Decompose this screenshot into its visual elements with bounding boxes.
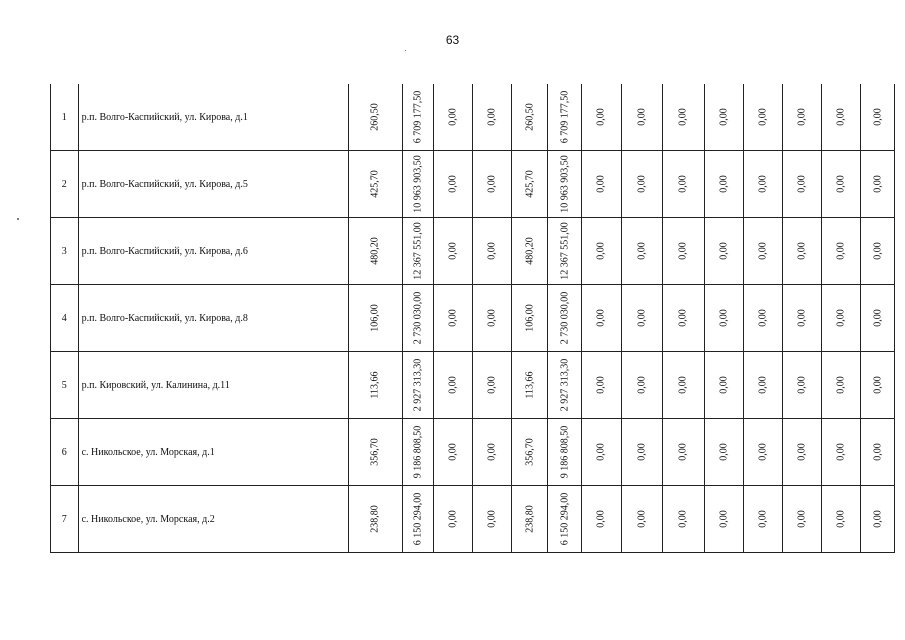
zero-cell-text: 0,00	[486, 108, 498, 126]
zero-cell	[861, 419, 895, 486]
table-row	[51, 419, 895, 486]
table-row	[51, 84, 895, 151]
zero-cell-text: 0,00	[595, 510, 607, 528]
zero-cell	[662, 352, 704, 419]
zero-cell	[621, 352, 662, 419]
zero-cell	[822, 352, 861, 419]
zero-cell-text: 0,00	[796, 175, 808, 193]
zero-cell-text: 0,00	[447, 175, 459, 193]
zero-cell-text: 0,00	[835, 443, 847, 461]
area-cell-text: 106,00	[524, 304, 536, 332]
zero-cell-text: 0,00	[486, 175, 498, 193]
zero-cell-text: 0,00	[757, 443, 769, 461]
zero-cell-text: 0,00	[677, 108, 689, 126]
zero-cell-text: 0,00	[757, 175, 769, 193]
cost-cell	[402, 151, 433, 218]
zero-cell-text: 0,00	[796, 510, 808, 528]
zero-cell	[662, 151, 704, 218]
cost-cell-text: 2 927 313,30	[559, 358, 571, 412]
zero-cell	[433, 352, 473, 419]
cost-cell-text: 9 186 808,50	[559, 425, 571, 479]
zero-cell	[704, 151, 743, 218]
area-cell	[348, 285, 402, 352]
zero-cell	[743, 84, 783, 151]
zero-cell	[581, 84, 621, 151]
cost-cell-text: 2 730 030,00	[412, 291, 424, 345]
zero-cell-text: 0,00	[636, 443, 648, 461]
housing-table	[50, 84, 895, 553]
zero-cell-text: 0,00	[486, 309, 498, 327]
cost-cell	[548, 285, 582, 352]
area-cell-text: 356,70	[524, 438, 536, 466]
zero-cell	[861, 84, 895, 151]
row-number-cell: 5	[51, 352, 79, 419]
zero-cell-text: 0,00	[757, 376, 769, 394]
zero-cell	[822, 419, 861, 486]
zero-cell-text: 0,00	[872, 108, 884, 126]
area-cell-text: 106,00	[369, 304, 381, 332]
zero-cell	[621, 285, 662, 352]
zero-cell-text: 0,00	[677, 510, 689, 528]
zero-cell	[473, 84, 512, 151]
zero-cell	[783, 151, 822, 218]
zero-cell-text: 0,00	[595, 443, 607, 461]
zero-cell-text: 0,00	[677, 175, 689, 193]
cost-cell-text: 10 963 903,50	[412, 155, 424, 213]
zero-cell	[473, 151, 512, 218]
zero-cell	[743, 285, 783, 352]
zero-cell	[621, 151, 662, 218]
zero-cell	[704, 419, 743, 486]
zero-cell-text: 0,00	[595, 376, 607, 394]
zero-cell-text: 0,00	[718, 175, 730, 193]
zero-cell	[433, 84, 473, 151]
zero-cell	[822, 84, 861, 151]
zero-cell	[783, 285, 822, 352]
zero-cell	[581, 486, 621, 553]
area-cell-text: 480,20	[524, 237, 536, 265]
cost-cell	[402, 486, 433, 553]
cost-cell	[548, 151, 582, 218]
zero-cell	[433, 285, 473, 352]
zero-cell-text: 0,00	[677, 376, 689, 394]
table-row	[51, 352, 895, 419]
zero-cell	[822, 218, 861, 285]
cost-cell-text: 6 150 294,00	[559, 492, 571, 546]
zero-cell-text: 0,00	[447, 376, 459, 394]
zero-cell-text: 0,00	[636, 175, 648, 193]
zero-cell-text: 0,00	[677, 242, 689, 260]
area-cell	[348, 151, 402, 218]
cost-cell-text: 9 186 808,50	[412, 425, 424, 479]
area-cell	[348, 419, 402, 486]
row-number-cell: 6	[51, 419, 79, 486]
zero-cell-text: 0,00	[447, 510, 459, 528]
page-number: 63	[445, 33, 460, 47]
address-cell: с. Никольское, ул. Морская, д.2	[78, 486, 348, 553]
cost-cell	[548, 352, 582, 419]
zero-cell-text: 0,00	[796, 376, 808, 394]
zero-cell-text: 0,00	[486, 242, 498, 260]
area-cell	[512, 352, 548, 419]
row-number-cell: 1	[51, 84, 79, 151]
area-cell-text: 480,20	[369, 237, 381, 265]
zero-cell-text: 0,00	[835, 175, 847, 193]
area-cell	[512, 218, 548, 285]
zero-cell-text: 0,00	[718, 108, 730, 126]
zero-cell	[783, 218, 822, 285]
zero-cell	[621, 84, 662, 151]
zero-cell	[433, 218, 473, 285]
zero-cell	[783, 419, 822, 486]
zero-cell-text: 0,00	[636, 309, 648, 327]
zero-cell-text: 0,00	[835, 309, 847, 327]
cost-cell-text: 2 730 030,00	[559, 291, 571, 345]
area-cell-text: 356,70	[369, 438, 381, 466]
zero-cell	[473, 486, 512, 553]
scan-speck	[17, 218, 19, 220]
row-number-cell: 4	[51, 285, 79, 352]
zero-cell	[704, 218, 743, 285]
address-cell: р.п. Волго-Каспийский, ул. Кирова, д.6	[78, 218, 348, 285]
area-cell-text: 238,80	[369, 505, 381, 533]
zero-cell-text: 0,00	[486, 443, 498, 461]
zero-cell-text: 0,00	[595, 175, 607, 193]
zero-cell-text: 0,00	[796, 443, 808, 461]
zero-cell-text: 0,00	[677, 309, 689, 327]
cost-cell	[402, 84, 433, 151]
cost-cell	[548, 84, 582, 151]
cost-cell-text: 6 150 294,00	[412, 492, 424, 546]
zero-cell	[433, 151, 473, 218]
zero-cell	[621, 419, 662, 486]
zero-cell-text: 0,00	[796, 242, 808, 260]
zero-cell-text: 0,00	[447, 242, 459, 260]
zero-cell	[621, 218, 662, 285]
zero-cell-text: 0,00	[636, 242, 648, 260]
cost-cell-text: 12 367 551,00	[412, 222, 424, 280]
zero-cell-text: 0,00	[835, 510, 847, 528]
row-number-cell: 7	[51, 486, 79, 553]
zero-cell-text: 0,00	[636, 108, 648, 126]
zero-cell	[433, 419, 473, 486]
zero-cell	[662, 84, 704, 151]
zero-cell-text: 0,00	[718, 376, 730, 394]
cost-cell	[402, 285, 433, 352]
zero-cell-text: 0,00	[718, 443, 730, 461]
zero-cell-text: 0,00	[757, 510, 769, 528]
zero-cell	[822, 486, 861, 553]
zero-cell-text: 0,00	[677, 443, 689, 461]
area-cell-text: 425,70	[524, 170, 536, 198]
zero-cell-text: 0,00	[796, 108, 808, 126]
area-cell	[512, 285, 548, 352]
zero-cell-text: 0,00	[872, 376, 884, 394]
row-number-cell: 3	[51, 218, 79, 285]
zero-cell-text: 0,00	[757, 309, 769, 327]
zero-cell	[861, 218, 895, 285]
area-cell	[348, 486, 402, 553]
area-cell-text: 113,66	[524, 371, 536, 399]
zero-cell	[783, 84, 822, 151]
zero-cell	[662, 285, 704, 352]
cost-cell-text: 6 709 177,50	[412, 90, 424, 144]
cost-cell-text: 12 367 551,00	[559, 222, 571, 280]
table-row	[51, 151, 895, 218]
zero-cell	[822, 285, 861, 352]
area-cell-text: 260,50	[524, 103, 536, 131]
cost-cell-text: 6 709 177,50	[559, 90, 571, 144]
zero-cell	[433, 486, 473, 553]
zero-cell-text: 0,00	[595, 108, 607, 126]
zero-cell	[621, 486, 662, 553]
address-cell: с. Никольское, ул. Морская, д.1	[78, 419, 348, 486]
zero-cell	[861, 151, 895, 218]
zero-cell-text: 0,00	[447, 443, 459, 461]
zero-cell-text: 0,00	[486, 376, 498, 394]
zero-cell	[581, 151, 621, 218]
zero-cell	[704, 486, 743, 553]
table-row	[51, 285, 895, 352]
zero-cell	[473, 285, 512, 352]
zero-cell	[704, 84, 743, 151]
cost-cell	[548, 419, 582, 486]
zero-cell-text: 0,00	[872, 309, 884, 327]
zero-cell-text: 0,00	[835, 242, 847, 260]
zero-cell-text: 0,00	[447, 108, 459, 126]
zero-cell	[743, 419, 783, 486]
address-cell: р.п. Волго-Каспийский, ул. Кирова, д.1	[78, 84, 348, 151]
area-cell	[512, 84, 548, 151]
cost-cell	[548, 486, 582, 553]
area-cell	[512, 486, 548, 553]
zero-cell	[704, 285, 743, 352]
area-cell-text: 238,80	[524, 505, 536, 533]
zero-cell-text: 0,00	[757, 108, 769, 126]
row-number-cell: 2	[51, 151, 79, 218]
zero-cell-text: 0,00	[835, 108, 847, 126]
zero-cell	[662, 486, 704, 553]
zero-cell	[581, 352, 621, 419]
zero-cell-text: 0,00	[757, 242, 769, 260]
zero-cell	[743, 352, 783, 419]
zero-cell	[861, 285, 895, 352]
zero-cell	[662, 218, 704, 285]
zero-cell-text: 0,00	[872, 242, 884, 260]
cost-cell	[402, 419, 433, 486]
area-cell	[512, 419, 548, 486]
cost-cell-text: 10 963 903,50	[559, 155, 571, 213]
zero-cell-text: 0,00	[872, 175, 884, 193]
table-row	[51, 486, 895, 553]
zero-cell-text: 0,00	[595, 242, 607, 260]
zero-cell	[861, 352, 895, 419]
zero-cell-text: 0,00	[872, 510, 884, 528]
zero-cell	[473, 218, 512, 285]
zero-cell	[581, 218, 621, 285]
area-cell	[348, 218, 402, 285]
zero-cell-text: 0,00	[595, 309, 607, 327]
zero-cell	[473, 352, 512, 419]
zero-cell	[662, 419, 704, 486]
cost-cell-text: 2 927 313,30	[412, 358, 424, 412]
address-cell: р.п. Волго-Каспийский, ул. Кирова, д.5	[78, 151, 348, 218]
zero-cell-text: 0,00	[486, 510, 498, 528]
scan-speck	[405, 50, 406, 51]
area-cell-text: 260,50	[369, 103, 381, 131]
zero-cell-text: 0,00	[835, 376, 847, 394]
cost-cell	[402, 218, 433, 285]
zero-cell	[822, 151, 861, 218]
zero-cell-text: 0,00	[718, 309, 730, 327]
area-cell-text: 113,66	[369, 371, 381, 399]
zero-cell-text: 0,00	[718, 242, 730, 260]
address-cell: р.п. Кировский, ул. Калинина, д.11	[78, 352, 348, 419]
zero-cell-text: 0,00	[872, 443, 884, 461]
area-cell-text: 425,70	[369, 170, 381, 198]
zero-cell	[743, 218, 783, 285]
zero-cell-text: 0,00	[636, 376, 648, 394]
zero-cell	[581, 285, 621, 352]
cost-cell	[548, 218, 582, 285]
zero-cell	[743, 151, 783, 218]
zero-cell	[743, 486, 783, 553]
zero-cell	[473, 419, 512, 486]
zero-cell-text: 0,00	[636, 510, 648, 528]
zero-cell-text: 0,00	[796, 309, 808, 327]
zero-cell	[704, 352, 743, 419]
address-cell: р.п. Волго-Каспийский, ул. Кирова, д.8	[78, 285, 348, 352]
zero-cell	[783, 486, 822, 553]
zero-cell-text: 0,00	[447, 309, 459, 327]
area-cell	[348, 84, 402, 151]
cost-cell	[402, 352, 433, 419]
zero-cell-text: 0,00	[718, 510, 730, 528]
zero-cell	[861, 486, 895, 553]
zero-cell	[783, 352, 822, 419]
zero-cell	[581, 419, 621, 486]
area-cell	[348, 352, 402, 419]
area-cell	[512, 151, 548, 218]
table-row	[51, 218, 895, 285]
